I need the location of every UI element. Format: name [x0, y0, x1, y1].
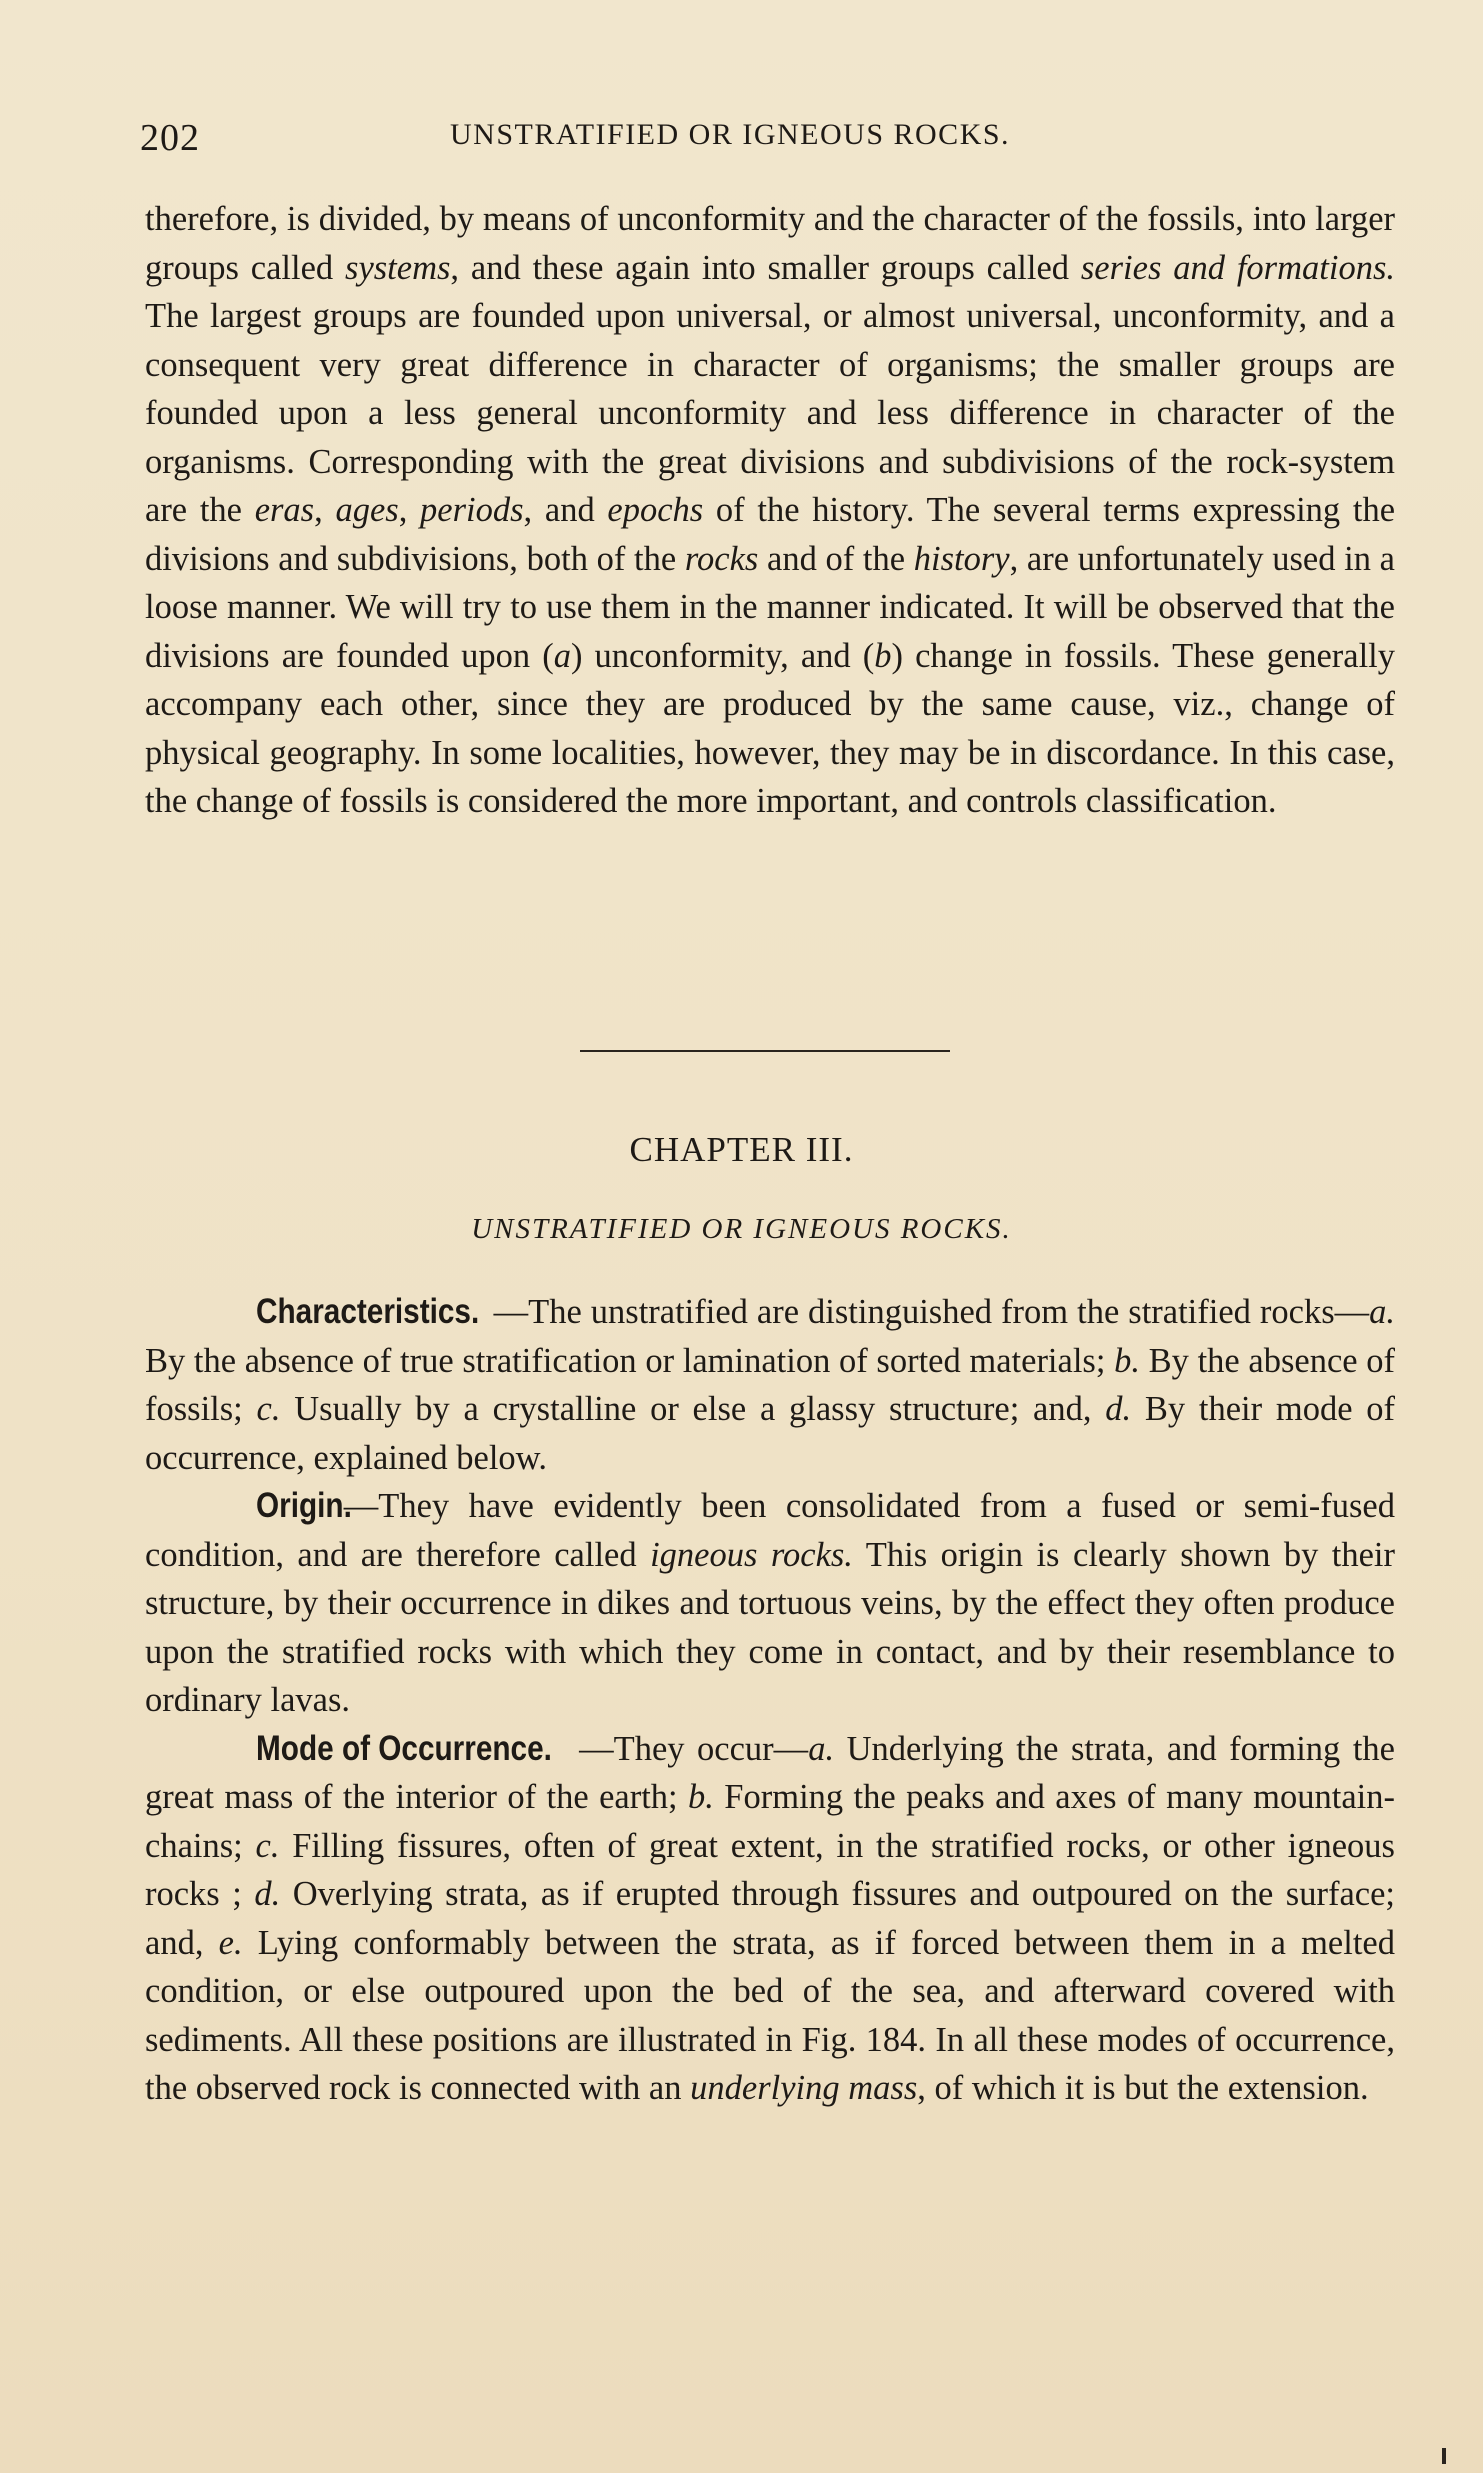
- intro-paragraph-text: [145, 195, 1395, 826]
- text-run: Forming the peaks and axes of many mountain-chains;: [145, 1778, 1395, 1865]
- chapter-title: CHAPTER III.: [629, 1130, 854, 1169]
- text-run: and of the: [758, 539, 914, 578]
- italic-term: eras: [254, 491, 315, 529]
- text-run: —They occur—: [579, 1729, 809, 1768]
- characteristics-heading: Characteristics.: [256, 1292, 480, 1331]
- characteristics-paragraph: [145, 1288, 1395, 1482]
- page-number: 202: [140, 117, 200, 159]
- italic-term: rocks: [684, 539, 759, 578]
- text-run: , and these again into smaller groups called: [450, 248, 1081, 287]
- italic-term: underlying mass: [690, 2069, 918, 2107]
- italic-term: series and formations.: [1080, 248, 1395, 287]
- text-run: This origin is clearly shown by their structure, by their occurrence in dikes and tortuous veins, by the effect they often produce upon the stratified rocks with which they come in contact, and by their resemblance to ordinary lavas.: [145, 1535, 1396, 1719]
- text-run: therefore, is divided, by means of unconformity and the character of the fossils, into larger groups called: [145, 200, 1395, 287]
- text-run: , and: [523, 491, 608, 529]
- intro-paragraph: [145, 195, 1395, 826]
- text-run: Usually by a crystalline or else a glassy structure; and,: [280, 1390, 1106, 1428]
- italic-term: c.: [256, 1390, 281, 1428]
- italic-term: b.: [688, 1778, 714, 1816]
- running-head: [140, 112, 1395, 162]
- section-divider-rule: [580, 1050, 950, 1052]
- text-run: —They have evidently been consolidated from a fused or semi-fused condition, and are therefore called: [145, 1487, 1395, 1574]
- italic-term: e.: [218, 1923, 243, 1962]
- text-run: By the absence of fossils;: [145, 1341, 1396, 1428]
- text-run: , are unfortunately used in a loose manner. We will try to use them in the manner indicated. It will be observed that the divisions are founded upon (: [145, 539, 1395, 675]
- italic-term: systems: [345, 248, 451, 287]
- italic-term: b.: [1114, 1341, 1140, 1380]
- chapter-body: [145, 1288, 1395, 2113]
- text-run: of the history. The several terms expressing the divisions and subdivisions, both of the: [145, 491, 1396, 578]
- italic-term: a.: [808, 1729, 835, 1768]
- text-run: ) change in fossils. These generally accompany each other, since they are produced by the same cause, viz., change of physical geography. In some localities, however, they may be in discordance. In this case, the change of fossils is considered the more important, and controls classification.: [145, 636, 1395, 820]
- text-run: Lying conformably between the strata, as if forced between them in a melted condition, or else outpoured upon the bed of the sea, and afterward covered with sediments. All these positions are illustrated in Fig. 184. In all these modes of occurrence, the observed rock is connected with an: [145, 1923, 1395, 2107]
- text-run: —The unstratified are distinguished from the stratified rocks—: [493, 1293, 1370, 1331]
- italic-term: b: [874, 636, 892, 675]
- text-run: ,: [314, 491, 336, 529]
- text-run: ) unconformity, and (: [570, 636, 875, 675]
- italic-term: igneous rocks.: [650, 1535, 853, 1574]
- italic-term: history: [913, 539, 1010, 578]
- mode-of-occurrence-paragraph: [145, 1725, 1395, 2113]
- italic-term: c.: [255, 1826, 280, 1865]
- text-run: By the absence of true stratification or lamination of sorted materials;: [145, 1341, 1115, 1380]
- text-run: Overlying strata, as if erupted through fissures and outpoured on the surface; and,: [145, 1875, 1395, 1962]
- page-edge-mark: [1442, 2448, 1446, 2464]
- text-run: By their mode of occurrence, explained below.: [145, 1390, 1395, 1477]
- text-run: Underlying the strata, and forming the great mass of the interior of the earth;: [145, 1729, 1395, 1816]
- origin-heading: Origin.: [256, 1486, 352, 1525]
- text-run: , of which it is but the extension.: [917, 2069, 1369, 2107]
- text-run: ,: [398, 491, 421, 529]
- italic-term: ages: [335, 491, 399, 529]
- italic-term: epochs: [607, 491, 704, 529]
- text-run: Filling fissures, often of great extent, in the stratified rocks, or other igneous rocks ;: [145, 1826, 1395, 1913]
- text-run: The largest groups are founded upon universal, or almost universal, unconformity, and a consequent very great difference in character of organisms; the smaller groups are founded upon a less general unconformity and less difference in character of the organisms. Corresponding with the great divisions and subdivisions of the rock-system are the: [145, 297, 1395, 529]
- italic-term: a: [553, 636, 571, 675]
- running-title: UNSTRATIFIED OR IGNEOUS ROCKS.: [450, 118, 1011, 151]
- italic-term: a.: [1369, 1293, 1395, 1331]
- italic-term: d.: [1105, 1390, 1132, 1428]
- origin-paragraph: [145, 1482, 1395, 1725]
- mode-of-occurrence-heading: Mode of Occurrence.: [256, 1728, 552, 1768]
- italic-term: d.: [254, 1875, 281, 1913]
- chapter-subtitle: UNSTRATIFIED OR IGNEOUS ROCKS.: [471, 1213, 1012, 1245]
- italic-term: periods: [420, 491, 524, 529]
